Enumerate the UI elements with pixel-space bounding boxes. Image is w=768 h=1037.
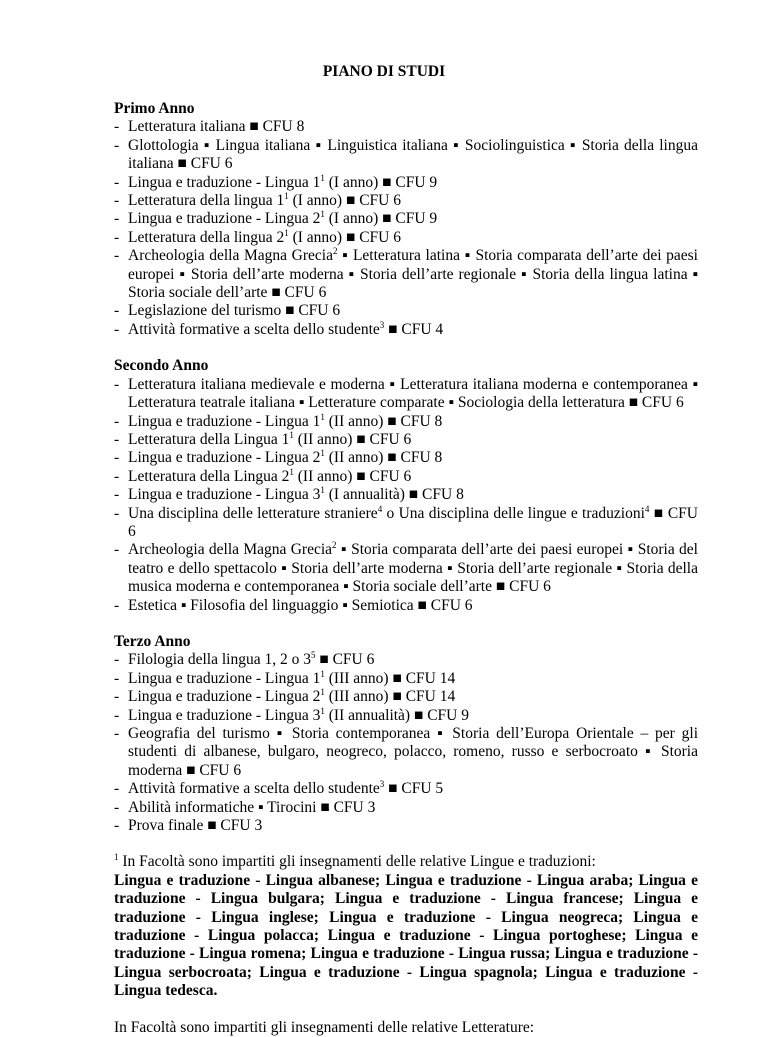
course-text: Prova finale ■ CFU 3 (128, 817, 263, 835)
course-item (114, 486, 698, 504)
course-text: (I anno) ■ CFU 6 (288, 228, 401, 246)
course-list (114, 651, 698, 835)
course-item (114, 118, 698, 136)
page-title: PIANO DI STUDI (322, 63, 446, 80)
course-text: ▪ Storia comparata dell’arte dei paesi europei ▪ Storia del teatro e dello spettacolo ▪ Storia dell’arte moderna ▪ Storia dell’arte regionale ▪ Storia della musica moderna e contemporanea ▪ Storia sociale dell’arte ■ CFU 6 (128, 541, 698, 596)
course-text: (II anno) ■ CFU 8 (324, 412, 443, 430)
course-item (114, 192, 698, 210)
footnote-ref: 1 (320, 448, 325, 459)
course-text: (I anno) ■ CFU 6 (288, 192, 401, 210)
course-text: ▪ Letteratura latina ▪ Storia comparata dell’arte dei paesi europei ▪ Storia dell’arte moderna ▪ Storia dell’arte regionale ▪ Storia della lingua latina ▪ Storia sociale dell’arte ■ CFU 6 (128, 247, 698, 302)
year-heading: Secondo Anno (114, 357, 209, 375)
footnote-ref: 1 (284, 191, 289, 202)
year-heading: Terzo Anno (114, 632, 191, 650)
course-item (114, 247, 698, 302)
course-item (114, 229, 698, 247)
course-text: Lingua e traduzione - Lingua 1 (128, 669, 321, 687)
course-item (114, 780, 698, 798)
year-section (114, 357, 698, 615)
course-item (114, 137, 698, 174)
course-item (114, 597, 698, 615)
footnote-ref: 1 (284, 227, 289, 238)
footnote-ref: 2 (332, 540, 337, 551)
course-text: Attività formative a scelta dello studente (128, 780, 380, 798)
course-text: Lingua e traduzione - Lingua 3 (128, 706, 321, 724)
course-text: (III anno) ■ CFU 14 (324, 688, 456, 706)
course-text: ■ CFU 6 (128, 504, 699, 540)
course-text: Lingua e traduzione - Lingua 1 (128, 412, 321, 430)
course-item (114, 321, 698, 339)
study-plan (114, 100, 698, 1037)
footnote-ref: 1 (320, 668, 325, 679)
footnote-ref: 3 (379, 779, 385, 790)
course-list (114, 118, 698, 339)
footnote-ref: 5 (310, 650, 316, 661)
course-text: ■ CFU 6 (315, 651, 375, 669)
course-item (114, 651, 698, 669)
course-text: ■ CFU 4 (384, 320, 444, 338)
course-item (114, 670, 698, 688)
course-text: Estetica ▪ Filosofia del linguaggio ▪ Semiotica ■ CFU 6 (128, 596, 473, 614)
footnote-1 (114, 853, 698, 1037)
course-list (114, 376, 698, 615)
course-item (114, 468, 698, 486)
course-text: Geografia del turismo ▪ Storia contemporanea ▪ Storia dell’Europa Orientale – per gli studenti di albanese, bulgaro, neogreco, polacco, romeno, russo e serbocroato ▪ Storia moderna ■ CFU 6 (128, 725, 698, 779)
course-item (114, 413, 698, 431)
course-item (114, 302, 698, 320)
year-section (114, 100, 698, 339)
footnote-marker: 1 (114, 852, 119, 863)
year-sections (114, 100, 698, 835)
course-text: Lingua e traduzione - Lingua 3 (128, 486, 321, 504)
course-item (114, 431, 698, 449)
footnote-ref: 4 (644, 503, 650, 514)
footnote-ref: 1 (289, 466, 294, 477)
course-item (114, 376, 698, 413)
course-text: (II annualità) ■ CFU 9 (324, 706, 469, 724)
course-text: o Una disciplina delle lingue e traduzioni (382, 504, 645, 522)
course-item (114, 707, 698, 725)
course-text: Archeologia della Magna Grecia (128, 541, 333, 559)
footnote-intro (114, 853, 698, 871)
course-text: Letteratura italiana ■ CFU 8 (128, 118, 305, 136)
course-text: Lingua e traduzione - Lingua 2 (128, 688, 321, 706)
course-text: Legislazione del turismo ■ CFU 6 (128, 302, 341, 320)
course-text: Glottologia ▪ Lingua italiana ▪ Linguistica italiana ▪ Sociolinguistica ▪ Storia della lingua italiana ■ CFU 6 (128, 136, 698, 173)
course-text: Letteratura della Lingua 1 (128, 430, 290, 448)
course-text: Una disciplina delle letterature straniere (128, 504, 378, 522)
course-text: Lingua e traduzione - Lingua 2 (128, 210, 321, 228)
course-text: ■ CFU 5 (384, 780, 444, 798)
course-item (114, 817, 698, 835)
year-section (114, 633, 698, 835)
footnote-languages-list: Lingua e traduzione - Lingua albanese; Lingua e traduzione - Lingua araba; Lingua e traduzione - Lingua bulgara; Lingua e traduzione - Lingua francese; Lingua e traduzione - Lingua inglese; Lingua e traduzione - Lingua neogreca; Lingua e traduzione - Lingua polacca; Lingua e traduzione - Lingua portoghese; Lingua e traduzione - Lingua romena; Lingua e traduzione - Lingua russa; Lingua e traduzione - Lingua serbocroata; Lingua e traduzione - Lingua spagnola; Lingua e traduzione - Lingua tedesca. (114, 871, 698, 1000)
course-text: (I anno) ■ CFU 9 (324, 210, 438, 228)
course-item (114, 505, 698, 542)
course-text: (I annualità) ■ CFU 8 (324, 486, 464, 504)
footnote-ref: 1 (320, 687, 325, 698)
footnote-ref: 1 (320, 705, 325, 716)
footnote-ref: 1 (320, 485, 325, 496)
year-heading: Primo Anno (114, 100, 195, 117)
course-item (114, 725, 698, 780)
footnote-ref: 1 (320, 411, 325, 422)
course-text: Filologia della lingua 1, 2 o 3 (128, 651, 311, 669)
course-item (114, 174, 698, 192)
course-text: Letteratura della Lingua 2 (128, 467, 290, 485)
course-text: Abilità informatiche ▪ Tirocini ■ CFU 3 (128, 798, 376, 816)
footnote-ref: 1 (289, 429, 294, 440)
course-text: Letteratura della lingua 1 (128, 192, 285, 210)
course-item (114, 449, 698, 467)
course-item (114, 799, 698, 817)
footnote-ref: 1 (320, 209, 325, 220)
footnote-ref: 3 (379, 319, 385, 330)
course-text: Lingua e traduzione - Lingua 1 (128, 173, 321, 191)
course-text: (II anno) ■ CFU 6 (293, 430, 412, 448)
course-text: Archeologia della Magna Grecia (128, 247, 333, 265)
footnote-ref: 1 (320, 172, 325, 183)
footnote-ref: 2 (332, 246, 338, 257)
footnote-intro-text: In Facoltà sono impartiti gli insegnamenti delle relative Lingue e traduzioni: (118, 853, 596, 871)
footnote-ref: 4 (377, 503, 383, 514)
course-text: (II anno) ■ CFU 8 (324, 449, 443, 467)
course-text: Letteratura italiana medievale e moderna ▪ Letteratura italiana moderna e contemporanea ▪ Letteratura teatrale italiana ▪ Letterature comparate ▪ Sociologia della letteratura ■ CFU 6 (128, 375, 698, 412)
course-item (114, 688, 698, 706)
footnote-literature-intro: In Facoltà sono impartiti gli insegnamenti delle relative Letterature: (114, 1018, 535, 1036)
course-text: Attività formative a scelta dello studente (128, 320, 380, 338)
course-text: Lingua e traduzione - Lingua 2 (128, 449, 321, 467)
course-text: (II anno) ■ CFU 6 (293, 467, 412, 485)
course-text: (I anno) ■ CFU 9 (324, 173, 438, 191)
course-item (114, 210, 698, 228)
course-item (114, 541, 698, 596)
course-text: Letteratura della lingua 2 (128, 228, 285, 246)
course-text: (III anno) ■ CFU 14 (324, 669, 456, 687)
